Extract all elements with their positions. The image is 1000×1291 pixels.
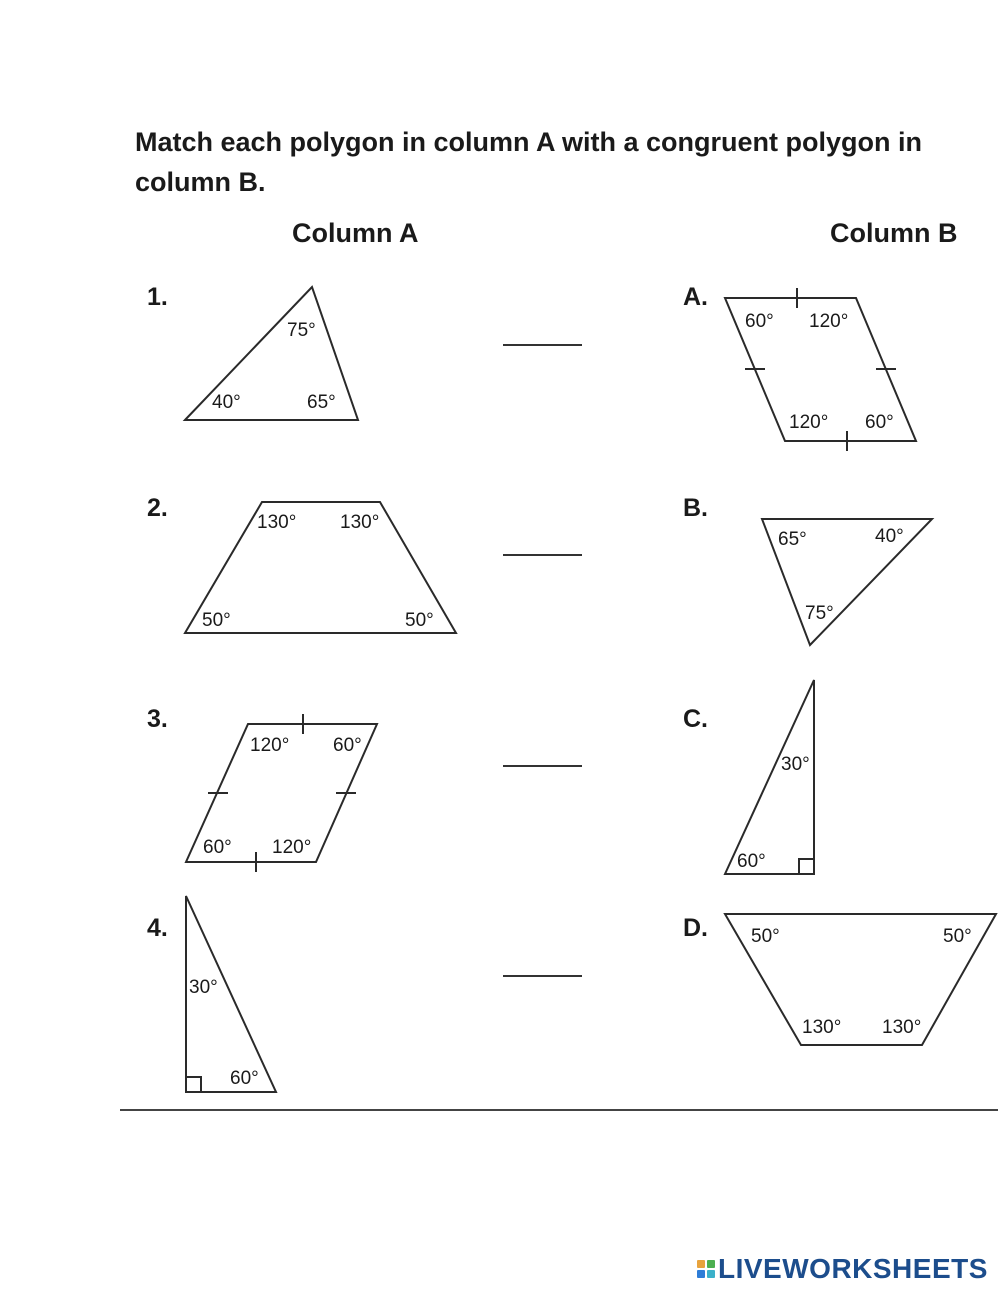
logo-square	[707, 1260, 715, 1268]
item-letter-c: C.	[683, 705, 708, 733]
angle-label: 130°	[802, 1017, 842, 1038]
item-number-2: 2.	[147, 494, 168, 522]
angle-label: 65°	[307, 392, 336, 413]
bottom-divider	[120, 1109, 998, 1111]
brand-text: LIVEWORKSHEETS	[718, 1253, 988, 1284]
angle-label: 130°	[340, 512, 380, 533]
angle-label: 120°	[789, 412, 829, 433]
logo-square	[697, 1260, 705, 1268]
instructions-text: Match each polygon in column A with a congruent polygon in column B.	[135, 127, 923, 197]
right-angle-mark-4	[186, 1077, 201, 1092]
angle-label: 130°	[882, 1017, 922, 1038]
angle-label: 60°	[737, 851, 766, 872]
angle-label: 120°	[272, 837, 312, 858]
angle-label: 30°	[189, 977, 218, 998]
angle-label: 50°	[202, 610, 231, 631]
angle-label: 75°	[805, 603, 834, 624]
angle-label: 60°	[865, 412, 894, 433]
item-letter-d: D.	[683, 914, 708, 942]
item-number-1: 1.	[147, 283, 168, 311]
angle-label: 60°	[745, 311, 774, 332]
angle-label: 130°	[257, 512, 297, 533]
item-letter-b: B.	[683, 494, 708, 522]
logo-square	[697, 1270, 705, 1278]
liveworksheets-brand	[697, 1253, 988, 1285]
item-letter-a: A.	[683, 283, 708, 311]
angle-label: 60°	[333, 735, 362, 756]
angle-label: 40°	[875, 526, 904, 547]
angle-label: 65°	[778, 529, 807, 550]
item-number-4: 4.	[147, 914, 168, 942]
angle-label: 60°	[230, 1068, 259, 1089]
angle-label: 40°	[212, 392, 241, 413]
right-triangle-c	[725, 680, 814, 874]
angle-label: 75°	[287, 320, 316, 341]
item-number-3: 3.	[147, 705, 168, 733]
column-a-header: Column A	[292, 218, 419, 248]
right-angle-mark-c	[799, 859, 814, 874]
angle-label: 60°	[203, 837, 232, 858]
angle-label: 50°	[943, 926, 972, 947]
angle-label: 30°	[781, 754, 810, 775]
angle-label: 50°	[405, 610, 434, 631]
angle-label: 120°	[809, 311, 849, 332]
logo-square	[707, 1270, 715, 1278]
column-b-header: Column B	[830, 218, 958, 248]
angle-label: 120°	[250, 735, 290, 756]
liveworksheets-logo-icon	[697, 1260, 715, 1278]
angle-label: 50°	[751, 926, 780, 947]
